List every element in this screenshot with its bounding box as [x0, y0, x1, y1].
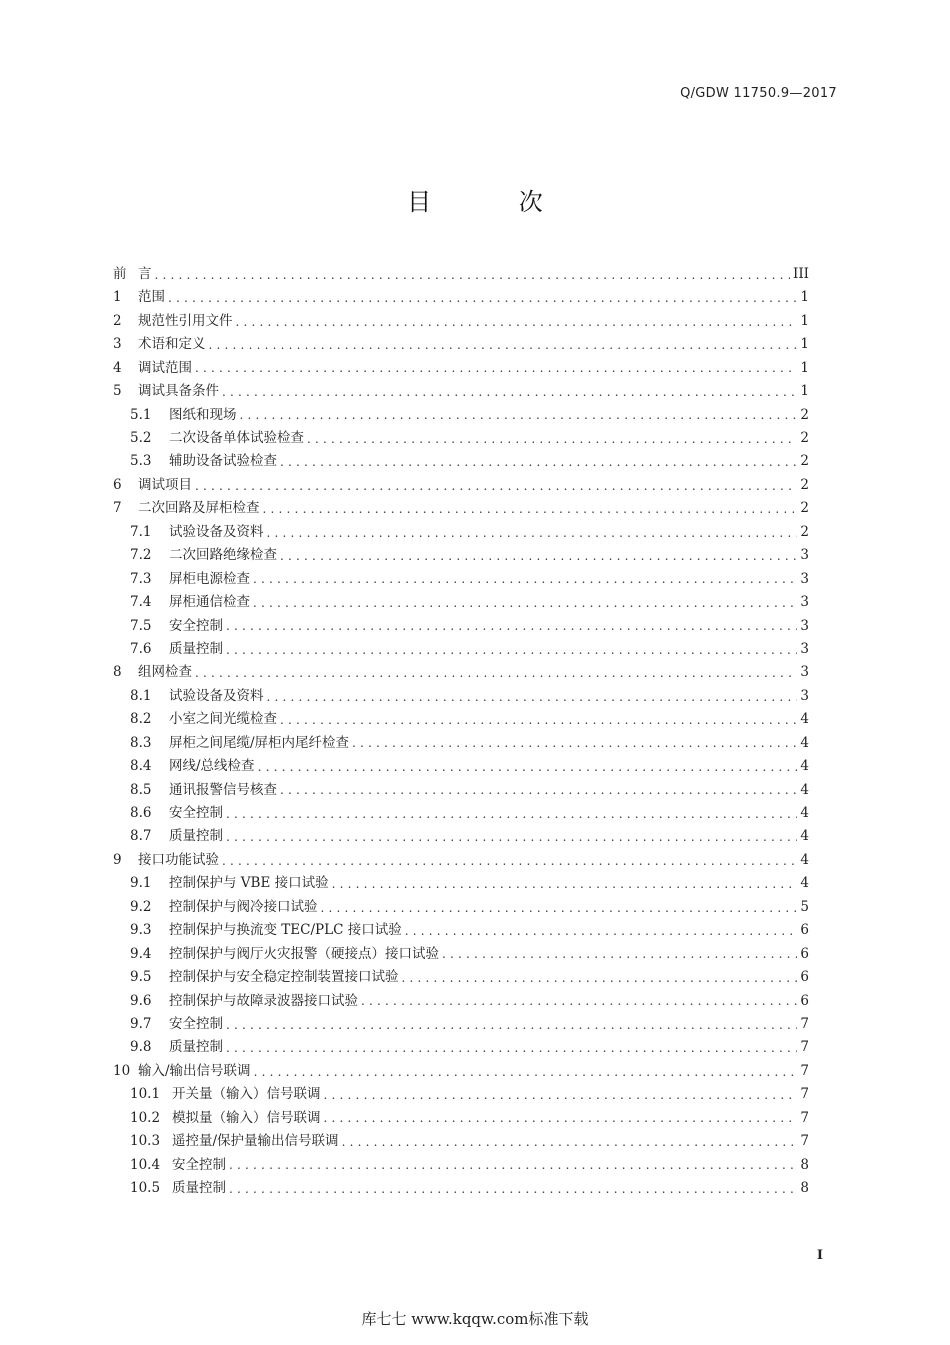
toc-entry-number: 8.1: [130, 687, 152, 704]
toc-entry[interactable]: [113, 615, 809, 638]
toc-entry[interactable]: [113, 732, 809, 755]
toc-entry[interactable]: [113, 661, 809, 684]
toc-dot-leader: [226, 1042, 797, 1054]
toc-entry-number: 10.5: [130, 1180, 161, 1197]
toc-entry[interactable]: [113, 872, 809, 895]
toc-dot-leader: [226, 644, 797, 656]
toc-entry-number: 7.4: [130, 594, 152, 611]
toc-entry-title: 屏柜电源检查: [169, 570, 250, 587]
toc-entry-title: 试验设备及资料: [169, 523, 264, 540]
toc-entry-title: 二次设备单体试验检查: [169, 430, 304, 447]
toc-entry-page: 6: [800, 922, 809, 939]
toc-dot-leader: [280, 714, 797, 726]
toc-entry[interactable]: [113, 568, 809, 591]
toc-entry-title: 小室之间光缆检查: [169, 711, 277, 728]
toc-entry-number: 7.5: [130, 617, 152, 634]
toc-entry-page: 2: [800, 453, 809, 470]
toc-entry-title: 输入/输出信号联调: [138, 1062, 251, 1079]
toc-dot-leader: [229, 1159, 797, 1171]
toc-entry-page: 3: [800, 687, 809, 704]
toc-entry-title: 控制保护与阀厅火灾报警（硬接点）接口试验: [169, 945, 439, 962]
toc-entry[interactable]: [113, 380, 809, 403]
toc-entry-page: 3: [800, 664, 809, 681]
toc-entry-title: 调试具备条件: [138, 383, 219, 400]
toc-entry-title: 组网检查: [138, 664, 192, 681]
toc-entry[interactable]: [113, 638, 809, 661]
toc-entry[interactable]: [113, 1107, 809, 1130]
toc-entry-number: 4: [113, 359, 122, 376]
toc-entry-number: 6: [113, 476, 122, 493]
toc-entry-number: 10.1: [130, 1086, 161, 1103]
toc-entry-page: 7: [800, 1015, 809, 1032]
toc-entry-number: 1: [113, 289, 122, 306]
toc-entry-page: 2: [800, 476, 809, 493]
toc-entry[interactable]: [113, 779, 809, 802]
toc-entry-page: 7: [800, 1086, 809, 1103]
page-title: 目 次: [407, 188, 583, 216]
toc-entry[interactable]: [113, 1036, 809, 1059]
toc-entry-page: 7: [800, 1133, 809, 1150]
toc-entry-title: 图纸和现场: [169, 406, 237, 423]
toc-entry-title: 规范性引用文件: [138, 312, 233, 329]
toc-entry-page: 1: [800, 289, 809, 306]
toc-dot-leader: [361, 995, 797, 1007]
toc-entry-title: 二次回路绝缘检查: [169, 547, 277, 564]
toc-entry-title: 质量控制: [169, 640, 223, 657]
toc-dot-leader: [253, 573, 797, 585]
toc-entry-page: III: [793, 265, 809, 282]
toc-entry-title: 调试项目: [138, 476, 192, 493]
toc-entry-page: 3: [800, 640, 809, 657]
toc-entry-page: 6: [800, 992, 809, 1009]
toc-entry-number: 9.4: [130, 945, 152, 962]
toc-entry-page: 1: [800, 383, 809, 400]
toc-dot-leader: [324, 1112, 798, 1124]
toc-dot-leader: [332, 878, 798, 890]
toc-entry-page: 7: [800, 1062, 809, 1079]
toc-entry[interactable]: [113, 451, 809, 474]
toc-dot-leader: [321, 902, 798, 914]
toc-dot-leader: [342, 1136, 798, 1148]
toc-entry[interactable]: [113, 990, 809, 1013]
toc-entry-number: 10.4: [130, 1156, 161, 1173]
toc-entry-title: 控制保护与故障录波器接口试验: [169, 992, 358, 1009]
toc-entry-number: 8: [113, 664, 122, 681]
toc-entry-number: 9.6: [130, 992, 152, 1009]
toc-entry-page: 2: [800, 430, 809, 447]
toc-entry-title: 控制保护与安全稳定控制装置接口试验: [169, 969, 399, 986]
toc-dot-leader: [155, 269, 791, 281]
toc-entry-title: 控制保护与 VBE 接口试验: [169, 875, 329, 892]
toc-entry-number: 7.1: [130, 523, 152, 540]
toc-entry[interactable]: [113, 591, 809, 614]
toc-entry[interactable]: [113, 802, 809, 825]
toc-entry-number: 8.3: [130, 734, 152, 751]
toc-entry[interactable]: [113, 943, 809, 966]
toc-entry[interactable]: [113, 1177, 809, 1200]
toc-dot-leader: [307, 433, 797, 445]
toc-entry[interactable]: [113, 966, 809, 989]
toc-entry[interactable]: [113, 521, 809, 544]
toc-entry-title: 网线/总线检查: [169, 758, 255, 775]
toc-entry[interactable]: [113, 544, 809, 567]
toc-entry-page: 3: [800, 570, 809, 587]
toc-entry[interactable]: [113, 1083, 809, 1106]
toc-dot-leader: [254, 1066, 798, 1078]
toc-dot-leader: [209, 339, 798, 351]
toc-entry-number: 9.1: [130, 875, 152, 892]
toc-entry[interactable]: [113, 497, 809, 520]
toc-dot-leader: [240, 409, 798, 421]
toc-entry-title: 安全控制: [169, 617, 223, 634]
toc-entry-number: 7.3: [130, 570, 152, 587]
toc-entry-title: 安全控制: [169, 805, 223, 822]
toc-entry-number: 7.6: [130, 640, 152, 657]
toc-entry-title: 调试范围: [138, 359, 192, 376]
toc-dot-leader: [253, 597, 797, 609]
toc-entry-page: 4: [800, 828, 809, 845]
toc-entry-page: 1: [800, 359, 809, 376]
toc-entry[interactable]: [113, 896, 809, 919]
toc-entry[interactable]: [113, 1060, 809, 1083]
toc-entry-number: 8.2: [130, 711, 152, 728]
toc-entry-number: 9: [113, 851, 122, 868]
toc-entry-number: 9.2: [130, 898, 152, 915]
toc-entry-number: 5.2: [130, 430, 152, 447]
toc-entry-title: 开关量（输入）信号联调: [172, 1086, 321, 1103]
toc-entry-page: 8: [800, 1180, 809, 1197]
toc-entry-page: 5: [800, 898, 809, 915]
toc-entry[interactable]: [113, 708, 809, 731]
toc-entry-title: 安全控制: [169, 1015, 223, 1032]
toc-entry-title: 术语和定义: [138, 336, 206, 353]
toc-entry[interactable]: [113, 1130, 809, 1153]
toc-entry[interactable]: [113, 474, 809, 497]
toc-entry-number: 9.7: [130, 1015, 152, 1032]
toc-entry-page: 8: [800, 1156, 809, 1173]
toc-entry-page: 3: [800, 594, 809, 611]
toc-entry[interactable]: [113, 357, 809, 380]
toc-entry[interactable]: [113, 263, 809, 286]
toc-dot-leader: [280, 784, 797, 796]
toc-entry-title: 遥控量/保护量输出信号联调: [172, 1133, 339, 1150]
toc-entry-title: 模拟量（输入）信号联调: [172, 1109, 321, 1126]
toc-entry-title: 屏柜通信检查: [169, 594, 250, 611]
toc-entry-page: 4: [800, 805, 809, 822]
toc-entry-title: 言: [138, 265, 152, 282]
toc-entry-page: 2: [800, 500, 809, 517]
toc-dot-leader: [168, 292, 797, 304]
toc-entry-page: 3: [800, 617, 809, 634]
toc-entry-page: 4: [800, 851, 809, 868]
toc-entry-number: 10.2: [130, 1109, 161, 1126]
toc-entry-number: 8.6: [130, 805, 152, 822]
toc-entry-number: 前: [113, 265, 127, 282]
toc-entry-page: 2: [800, 523, 809, 540]
toc-entry-title: 辅助设备试验检查: [169, 453, 277, 470]
toc-entry-number: 8.4: [130, 758, 152, 775]
toc-entry-number: 7.2: [130, 547, 152, 564]
toc-dot-leader: [352, 737, 797, 749]
toc-entry-number: 7: [113, 500, 122, 517]
toc-entry-page: 3: [800, 547, 809, 564]
toc-entry-page: 4: [800, 875, 809, 892]
toc-dot-leader: [226, 831, 797, 843]
toc-entry-page: 7: [800, 1109, 809, 1126]
watermark-text: 库七七 www.kqqw.com标准下载: [361, 1310, 589, 1328]
toc-entry-page: 4: [800, 711, 809, 728]
toc-entry-title: 质量控制: [169, 1039, 223, 1056]
toc-dot-leader: [229, 1183, 797, 1195]
toc-entry-number: 8.7: [130, 828, 152, 845]
toc-dot-leader: [324, 1089, 798, 1101]
toc-entry-title: 安全控制: [172, 1156, 226, 1173]
toc-dot-leader: [263, 503, 798, 515]
toc-dot-leader: [222, 855, 797, 867]
toc-dot-leader: [226, 808, 797, 820]
toc-entry[interactable]: [113, 919, 809, 942]
toc-entry-page: 6: [800, 969, 809, 986]
toc-entry[interactable]: [113, 1013, 809, 1036]
toc-dot-leader: [195, 480, 797, 492]
toc-entry-number: 8.5: [130, 781, 152, 798]
toc-entry-number: 5: [113, 383, 122, 400]
toc-dot-leader: [258, 761, 798, 773]
toc-entry[interactable]: [113, 404, 809, 427]
toc-entry-number: 5.3: [130, 453, 152, 470]
toc-entry-number: 3: [113, 336, 122, 353]
toc-entry-title: 范围: [138, 289, 165, 306]
toc-dot-leader: [236, 316, 798, 328]
toc-entry[interactable]: [113, 849, 809, 872]
toc-entry[interactable]: [113, 1154, 809, 1177]
toc-entry-title: 通讯报警信号核查: [169, 781, 277, 798]
toc-entry[interactable]: [113, 333, 809, 356]
toc-entry-number: 9.3: [130, 922, 152, 939]
toc-dot-leader: [405, 925, 798, 937]
toc-entry-title: 屏柜之间尾缆/屏柜内尾纤检查: [169, 734, 350, 751]
toc-entry[interactable]: [113, 310, 809, 333]
toc-entry-number: 10.3: [130, 1133, 161, 1150]
toc-entry[interactable]: [113, 826, 809, 849]
toc-entry[interactable]: [113, 427, 809, 450]
toc-dot-leader: [267, 691, 798, 703]
toc-entry-page: 4: [800, 758, 809, 775]
toc-entry-page: 4: [800, 734, 809, 751]
toc-entry-title: 二次回路及屏柜检查: [138, 500, 260, 517]
toc-dot-leader: [195, 362, 797, 374]
toc-entry-title: 质量控制: [172, 1180, 226, 1197]
toc-entry-page: 7: [800, 1039, 809, 1056]
toc-dot-leader: [226, 620, 797, 632]
toc-entry-number: 5.1: [130, 406, 152, 423]
toc-dot-leader: [222, 386, 797, 398]
toc-entry-number: 10: [113, 1062, 131, 1079]
toc-entry[interactable]: [113, 286, 809, 309]
page-number: I: [816, 1248, 823, 1263]
toc-entry-title: 质量控制: [169, 828, 223, 845]
toc-entry-title: 控制保护与换流变 TEC/PLC 接口试验: [169, 922, 402, 939]
toc-entry[interactable]: [113, 755, 809, 778]
toc-entry-page: 1: [800, 336, 809, 353]
toc-entry-page: 1: [800, 312, 809, 329]
toc-entry-page: 2: [800, 406, 809, 423]
toc-dot-leader: [402, 972, 798, 984]
toc-dot-leader: [226, 1019, 797, 1031]
toc-entry-title: 试验设备及资料: [169, 687, 264, 704]
toc-entry[interactable]: [113, 685, 809, 708]
toc-entry-title: 控制保护与阀冷接口试验: [169, 898, 318, 915]
toc-dot-leader: [280, 456, 797, 468]
toc-entry-page: 4: [800, 781, 809, 798]
toc-entry-title: 接口功能试验: [138, 851, 219, 868]
toc-dot-leader: [280, 550, 797, 562]
toc-dot-leader: [267, 527, 798, 539]
document-code: Q/GDW 11750.9—2017: [680, 86, 837, 101]
table-of-contents: [113, 263, 809, 1201]
toc-entry-number: 2: [113, 312, 122, 329]
toc-entry-page: 6: [800, 945, 809, 962]
toc-entry-number: 9.8: [130, 1039, 152, 1056]
toc-dot-leader: [442, 948, 797, 960]
toc-dot-leader: [195, 667, 797, 679]
toc-entry-number: 9.5: [130, 969, 152, 986]
